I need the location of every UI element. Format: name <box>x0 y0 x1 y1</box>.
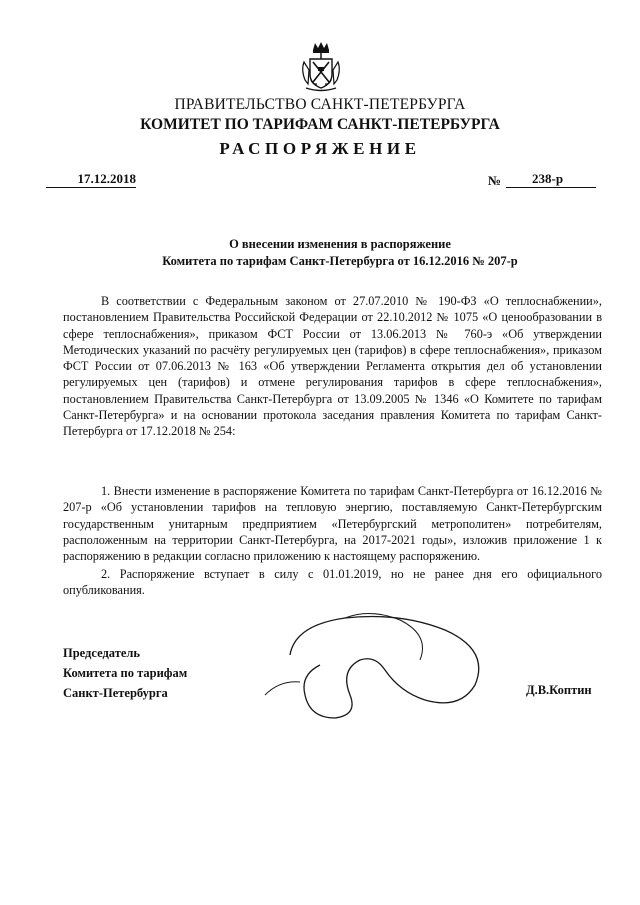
document-date: 17.12.2018 <box>46 172 136 188</box>
number-sign: № <box>488 173 502 188</box>
order-item-1: 1. Внести изменение в распоряжение Комитета по тарифам Санкт-Петербурга от 16.12.2016 № 207-р «Об установлении тарифов на тепловую энергию, поставляемую Санкт-Петербургским государственным унитарным предприятием «Петербургский метрополитен» потребителям, расположенным на территории Санкт-Петербурга, на 2017-2021 годы», изложив приложение 1 к распоряжению в редакции согласно приложению к настоящему распоряжению. <box>63 484 602 564</box>
document-number: 238-р <box>506 172 596 188</box>
signatory-title-line-3: Санкт-Петербурга <box>63 686 168 700</box>
signatory-title-line-1: Председатель <box>63 646 141 660</box>
signatory-title-line-2: Комитета по тарифам <box>63 666 188 680</box>
subject-line-2: Комитета по тарифам Санкт-Петербурга от 16.12.2016 № 207-р <box>162 254 518 268</box>
preamble-paragraph: В соответствии с Федеральным законом от 27.07.2010 № 190-ФЗ «О теплоснабжении», постановлением Правительства Российской Федерации от 22.10.2012 № 1075 «О ценообразовании в сфере теплоснабжения», приказом ФСТ России от 13.06.2013 № 760-э «Об утверждении Методических указаний по расчёту регулируемых цен (тарифов) в сфере теплоснабжения», приказом ФСТ России от 07.06.2013 № 163 «Об утверждении Регламента открытия дел об установлении регулируемых цен (тарифов) и отмене регулирования тарифов в сфере теплоснабжения», постановлением Правительства Санкт-Петербурга от 13.09.2005 № 1346 «О Комитете по тарифам Санкт-Петербурга» и на основании протокола заседания правления Комитета по тарифам Санкт-Петербурга от 17.12.2018 № 254: <box>63 294 602 439</box>
document-subject <box>60 236 620 270</box>
order-item-2: 2. Распоряжение вступает в силу с 01.01.2019, но не ранее дня его официального опубликования. <box>63 567 602 598</box>
subject-line-1: О внесении изменения в распоряжение <box>229 237 451 251</box>
handwritten-signature <box>250 600 510 730</box>
committee-name: КОМИТЕТ ПО ТАРИФАМ САНКТ-ПЕТЕРБУРГА <box>140 116 500 133</box>
coat-of-arms-icon <box>298 40 344 92</box>
government-name: ПРАВИТЕЛЬСТВО САНКТ-ПЕТЕРБУРГА <box>174 96 466 113</box>
signatory-name: Д.В.Коптин <box>526 683 592 697</box>
signatory-title <box>63 643 187 703</box>
document-type-title: РАСПОРЯЖЕНИЕ <box>219 139 421 158</box>
